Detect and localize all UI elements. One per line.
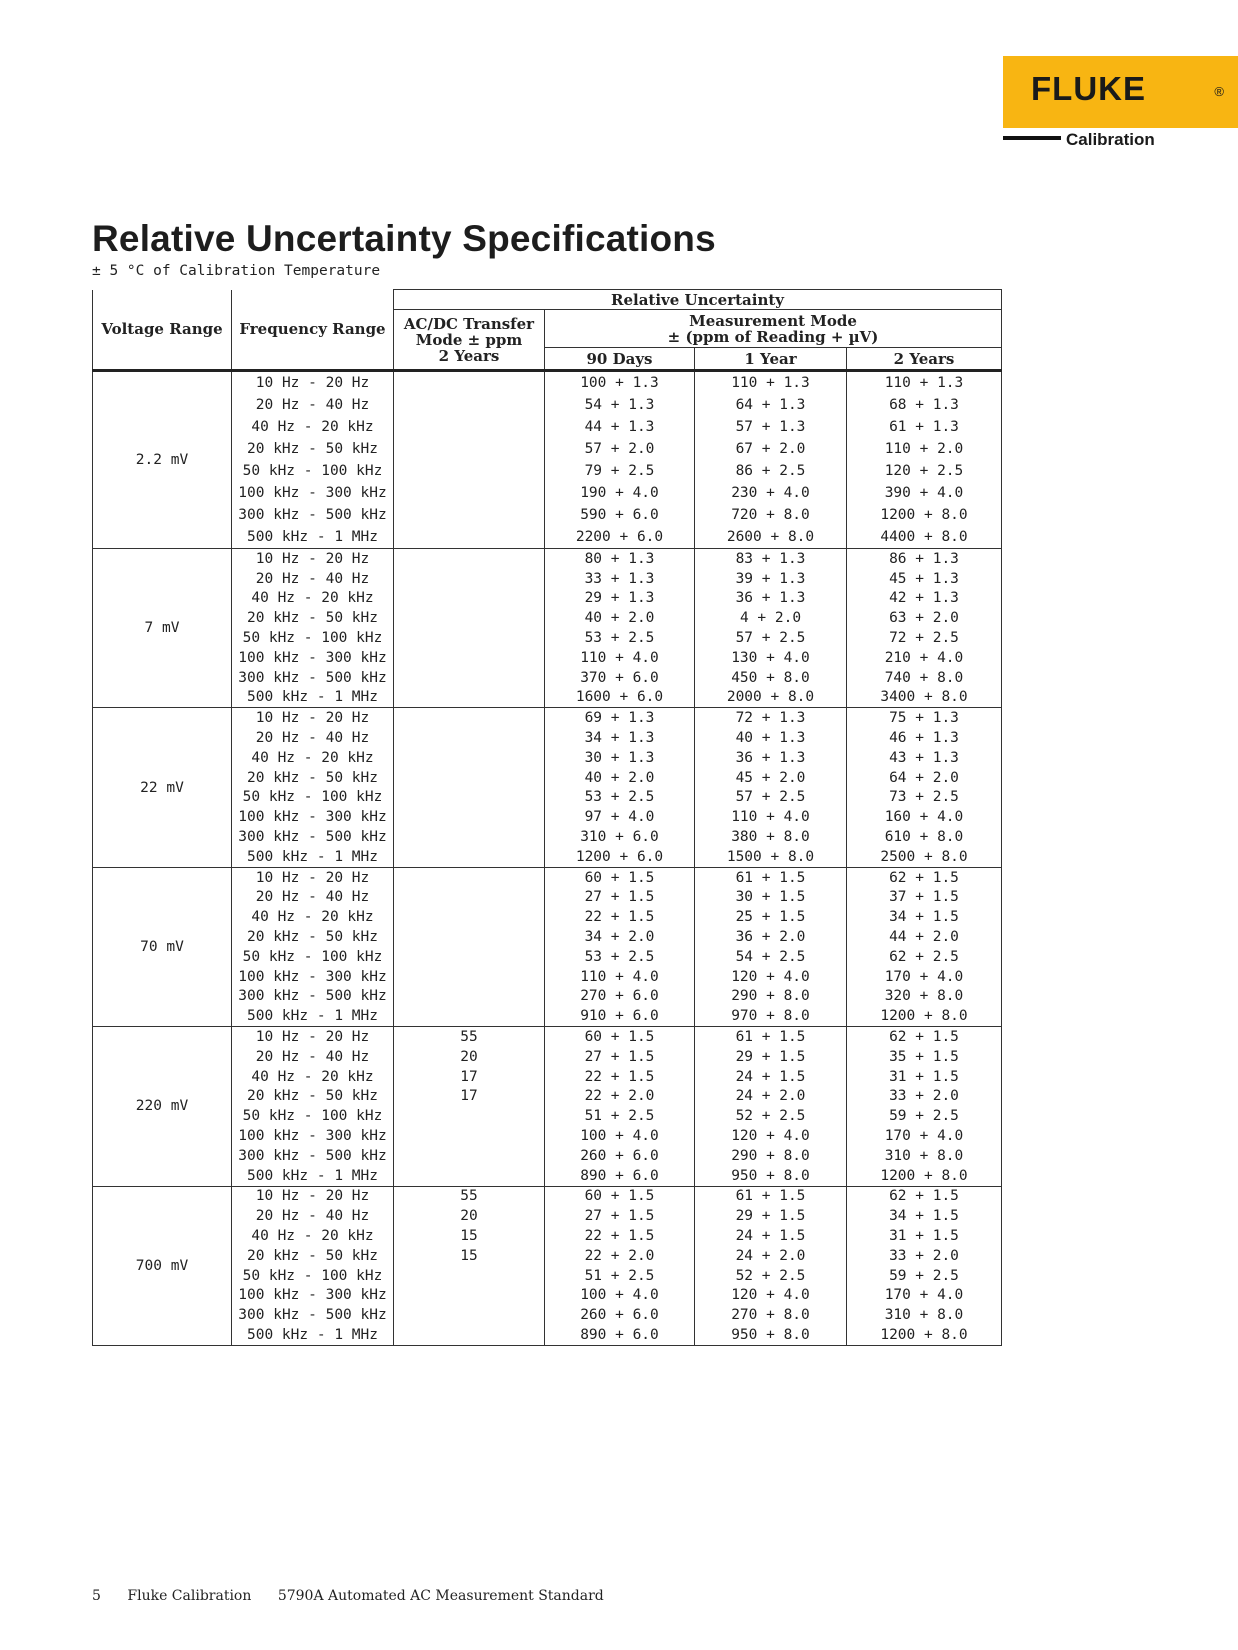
frequency-range-cell: 10 Hz - 20 Hz <box>232 1027 394 1047</box>
frequency-range-cell: 10 Hz - 20 Hz <box>232 708 394 728</box>
uncertainty-2-years-cell: 3400 + 8.0 <box>847 688 1002 708</box>
table-row <box>93 1186 1002 1206</box>
voltage-range-cell: 700 mV <box>93 1186 232 1345</box>
uncertainty-2-years-cell: 170 + 4.0 <box>847 967 1002 987</box>
uncertainty-90-days-cell: 29 + 1.3 <box>545 589 695 609</box>
uncertainty-2-years-cell: 31 + 1.5 <box>847 1226 1002 1246</box>
uncertainty-1-year-cell: 61 + 1.5 <box>695 1186 847 1206</box>
acdc-transfer-cell: 20 <box>394 1206 545 1226</box>
table-row <box>93 1027 1002 1047</box>
acdc-transfer-cell <box>394 728 545 748</box>
uncertainty-1-year-cell: 52 + 2.5 <box>695 1266 847 1286</box>
registered-mark: ® <box>1214 84 1224 99</box>
uncertainty-2-years-cell: 63 + 2.0 <box>847 608 1002 628</box>
footer-page-number: 5 <box>92 1588 101 1604</box>
header-90-days: 90 Days <box>545 348 695 371</box>
uncertainty-2-years-cell: 62 + 1.5 <box>847 867 1002 887</box>
acdc-transfer-cell: 15 <box>394 1246 545 1266</box>
uncertainty-1-year-cell: 4 + 2.0 <box>695 608 847 628</box>
acdc-transfer-cell <box>394 847 545 867</box>
frequency-range-cell: 50 kHz - 100 kHz <box>232 628 394 648</box>
uncertainty-1-year-cell: 24 + 2.0 <box>695 1246 847 1266</box>
acdc-transfer-cell <box>394 1266 545 1286</box>
frequency-range-cell: 300 kHz - 500 kHz <box>232 1146 394 1166</box>
uncertainty-90-days-cell: 22 + 1.5 <box>545 1067 695 1087</box>
frequency-range-cell: 40 Hz - 20 kHz <box>232 416 394 438</box>
voltage-range-cell: 70 mV <box>93 867 232 1026</box>
frequency-range-cell: 20 kHz - 50 kHz <box>232 1087 394 1107</box>
header-1-year: 1 Year <box>695 348 847 371</box>
frequency-range-cell: 40 Hz - 20 kHz <box>232 1067 394 1087</box>
header-relative-uncertainty: Relative Uncertainty <box>394 290 1002 310</box>
voltage-group <box>93 371 1002 549</box>
uncertainty-2-years-cell: 610 + 8.0 <box>847 827 1002 847</box>
frequency-range-cell: 10 Hz - 20 Hz <box>232 549 394 569</box>
frequency-range-cell: 300 kHz - 500 kHz <box>232 987 394 1007</box>
acdc-transfer-cell <box>394 1325 545 1345</box>
frequency-range-cell: 10 Hz - 20 Hz <box>232 1186 394 1206</box>
uncertainty-2-years-cell: 4400 + 8.0 <box>847 526 1002 549</box>
uncertainty-2-years-cell: 59 + 2.5 <box>847 1266 1002 1286</box>
frequency-range-cell: 500 kHz - 1 MHz <box>232 1166 394 1186</box>
uncertainty-1-year-cell: 110 + 1.3 <box>695 371 847 395</box>
uncertainty-1-year-cell: 57 + 1.3 <box>695 416 847 438</box>
header-2-years: 2 Years <box>847 348 1002 371</box>
uncertainty-2-years-cell: 62 + 1.5 <box>847 1027 1002 1047</box>
uncertainty-90-days-cell: 100 + 4.0 <box>545 1126 695 1146</box>
voltage-group <box>93 867 1002 1026</box>
uncertainty-90-days-cell: 22 + 2.0 <box>545 1246 695 1266</box>
uncertainty-2-years-cell: 34 + 1.5 <box>847 1206 1002 1226</box>
uncertainty-2-years-cell: 72 + 2.5 <box>847 628 1002 648</box>
frequency-range-cell: 20 Hz - 40 Hz <box>232 888 394 908</box>
uncertainty-1-year-cell: 30 + 1.5 <box>695 888 847 908</box>
uncertainty-2-years-cell: 73 + 2.5 <box>847 788 1002 808</box>
uncertainty-1-year-cell: 61 + 1.5 <box>695 867 847 887</box>
uncertainty-90-days-cell: 97 + 4.0 <box>545 807 695 827</box>
acdc-transfer-cell <box>394 549 545 569</box>
acdc-transfer-cell <box>394 648 545 668</box>
uncertainty-90-days-cell: 270 + 6.0 <box>545 987 695 1007</box>
page-subtitle: ± 5 °C of Calibration Temperature <box>92 263 381 279</box>
uncertainty-2-years-cell: 320 + 8.0 <box>847 987 1002 1007</box>
uncertainty-2-years-cell: 62 + 2.5 <box>847 947 1002 967</box>
uncertainty-2-years-cell: 43 + 1.3 <box>847 748 1002 768</box>
acdc-transfer-cell: 17 <box>394 1067 545 1087</box>
acdc-transfer-cell <box>394 526 545 549</box>
uncertainty-90-days-cell: 100 + 1.3 <box>545 371 695 395</box>
uncertainty-90-days-cell: 310 + 6.0 <box>545 827 695 847</box>
uncertainty-90-days-cell: 51 + 2.5 <box>545 1106 695 1126</box>
uncertainty-2-years-cell: 1200 + 8.0 <box>847 1006 1002 1026</box>
uncertainty-90-days-cell: 27 + 1.5 <box>545 888 695 908</box>
uncertainty-2-years-cell: 64 + 2.0 <box>847 768 1002 788</box>
uncertainty-90-days-cell: 53 + 2.5 <box>545 788 695 808</box>
uncertainty-90-days-cell: 53 + 2.5 <box>545 628 695 648</box>
uncertainty-1-year-cell: 120 + 4.0 <box>695 967 847 987</box>
acdc-transfer-cell <box>394 788 545 808</box>
acdc-transfer-cell: 17 <box>394 1087 545 1107</box>
uncertainty-2-years-cell: 61 + 1.3 <box>847 416 1002 438</box>
uncertainty-90-days-cell: 54 + 1.3 <box>545 394 695 416</box>
header-voltage-range: Voltage Range <box>93 290 232 371</box>
acdc-transfer-cell <box>394 1006 545 1026</box>
uncertainty-90-days-cell: 590 + 6.0 <box>545 504 695 526</box>
acdc-transfer-cell <box>394 748 545 768</box>
uncertainty-1-year-cell: 36 + 1.3 <box>695 748 847 768</box>
acdc-transfer-cell <box>394 1146 545 1166</box>
uncertainty-90-days-cell: 60 + 1.5 <box>545 1027 695 1047</box>
uncertainty-90-days-cell: 100 + 4.0 <box>545 1285 695 1305</box>
acdc-transfer-cell <box>394 708 545 728</box>
voltage-range-cell: 22 mV <box>93 708 232 867</box>
table-row <box>93 549 1002 569</box>
uncertainty-1-year-cell: 120 + 4.0 <box>695 1126 847 1146</box>
frequency-range-cell: 20 kHz - 50 kHz <box>232 1246 394 1266</box>
uncertainty-1-year-cell: 64 + 1.3 <box>695 394 847 416</box>
uncertainty-90-days-cell: 22 + 1.5 <box>545 1226 695 1246</box>
uncertainty-2-years-cell: 62 + 1.5 <box>847 1186 1002 1206</box>
uncertainty-2-years-cell: 210 + 4.0 <box>847 648 1002 668</box>
header-frequency-range: Frequency Range <box>232 290 394 371</box>
uncertainty-2-years-cell: 390 + 4.0 <box>847 482 1002 504</box>
uncertainty-2-years-cell: 86 + 1.3 <box>847 549 1002 569</box>
frequency-range-cell: 50 kHz - 100 kHz <box>232 947 394 967</box>
frequency-range-cell: 20 kHz - 50 kHz <box>232 927 394 947</box>
uncertainty-90-days-cell: 30 + 1.3 <box>545 748 695 768</box>
frequency-range-cell: 100 kHz - 300 kHz <box>232 482 394 504</box>
acdc-transfer-cell <box>394 967 545 987</box>
uncertainty-1-year-cell: 61 + 1.5 <box>695 1027 847 1047</box>
logo-wordmark: FLUKE <box>1031 70 1146 107</box>
frequency-range-cell: 20 Hz - 40 Hz <box>232 394 394 416</box>
uncertainty-2-years-cell: 110 + 2.0 <box>847 438 1002 460</box>
uncertainty-1-year-cell: 1500 + 8.0 <box>695 847 847 867</box>
table-row <box>93 371 1002 395</box>
uncertainty-90-days-cell: 260 + 6.0 <box>545 1146 695 1166</box>
acdc-transfer-cell <box>394 1285 545 1305</box>
frequency-range-cell: 20 Hz - 40 Hz <box>232 728 394 748</box>
frequency-range-cell: 300 kHz - 500 kHz <box>232 668 394 688</box>
acdc-transfer-cell <box>394 569 545 589</box>
header-measurement-mode-line2: ± (ppm of Reading + µV) <box>667 327 879 346</box>
acdc-transfer-cell: 55 <box>394 1186 545 1206</box>
fluke-logo <box>1003 56 1238 128</box>
frequency-range-cell: 20 Hz - 40 Hz <box>232 1047 394 1067</box>
uncertainty-1-year-cell: 380 + 8.0 <box>695 827 847 847</box>
frequency-range-cell: 300 kHz - 500 kHz <box>232 1305 394 1325</box>
uncertainty-90-days-cell: 57 + 2.0 <box>545 438 695 460</box>
uncertainty-2-years-cell: 31 + 1.5 <box>847 1067 1002 1087</box>
frequency-range-cell: 50 kHz - 100 kHz <box>232 1266 394 1286</box>
uncertainty-1-year-cell: 29 + 1.5 <box>695 1206 847 1226</box>
frequency-range-cell: 100 kHz - 300 kHz <box>232 807 394 827</box>
acdc-transfer-cell <box>394 371 545 395</box>
acdc-transfer-cell <box>394 987 545 1007</box>
frequency-range-cell: 20 Hz - 40 Hz <box>232 569 394 589</box>
uncertainty-1-year-cell: 950 + 8.0 <box>695 1325 847 1345</box>
uncertainty-1-year-cell: 290 + 8.0 <box>695 1146 847 1166</box>
uncertainty-90-days-cell: 33 + 1.3 <box>545 569 695 589</box>
uncertainty-90-days-cell: 1600 + 6.0 <box>545 688 695 708</box>
uncertainty-1-year-cell: 52 + 2.5 <box>695 1106 847 1126</box>
acdc-transfer-cell <box>394 608 545 628</box>
page-footer <box>92 1588 626 1604</box>
uncertainty-1-year-cell: 130 + 4.0 <box>695 648 847 668</box>
acdc-transfer-cell <box>394 438 545 460</box>
table-row <box>93 867 1002 887</box>
uncertainty-90-days-cell: 910 + 6.0 <box>545 1006 695 1026</box>
uncertainty-90-days-cell: 53 + 2.5 <box>545 947 695 967</box>
acdc-transfer-cell <box>394 688 545 708</box>
uncertainty-90-days-cell: 27 + 1.5 <box>545 1206 695 1226</box>
uncertainty-1-year-cell: 36 + 1.3 <box>695 589 847 609</box>
uncertainty-90-days-cell: 22 + 2.0 <box>545 1087 695 1107</box>
uncertainty-2-years-cell: 1200 + 8.0 <box>847 1325 1002 1345</box>
frequency-range-cell: 40 Hz - 20 kHz <box>232 748 394 768</box>
uncertainty-2-years-cell: 46 + 1.3 <box>847 728 1002 748</box>
uncertainty-2-years-cell: 310 + 8.0 <box>847 1305 1002 1325</box>
uncertainty-2-years-cell: 37 + 1.5 <box>847 888 1002 908</box>
uncertainty-90-days-cell: 44 + 1.3 <box>545 416 695 438</box>
uncertainty-1-year-cell: 25 + 1.5 <box>695 907 847 927</box>
uncertainty-90-days-cell: 890 + 6.0 <box>545 1325 695 1345</box>
frequency-range-cell: 10 Hz - 20 Hz <box>232 867 394 887</box>
uncertainty-1-year-cell: 720 + 8.0 <box>695 504 847 526</box>
frequency-range-cell: 20 kHz - 50 kHz <box>232 608 394 628</box>
frequency-range-cell: 10 Hz - 20 Hz <box>232 371 394 395</box>
header-acdc-line2: Mode ± ppm <box>415 330 523 349</box>
uncertainty-2-years-cell: 33 + 2.0 <box>847 1087 1002 1107</box>
acdc-transfer-cell: 20 <box>394 1047 545 1067</box>
acdc-transfer-cell <box>394 416 545 438</box>
uncertainty-90-days-cell: 80 + 1.3 <box>545 549 695 569</box>
uncertainty-2-years-cell: 160 + 4.0 <box>847 807 1002 827</box>
frequency-range-cell: 100 kHz - 300 kHz <box>232 1126 394 1146</box>
frequency-range-cell: 300 kHz - 500 kHz <box>232 504 394 526</box>
uncertainty-1-year-cell: 24 + 2.0 <box>695 1087 847 1107</box>
header-acdc-transfer <box>394 310 545 371</box>
uncertainty-2-years-cell: 2500 + 8.0 <box>847 847 1002 867</box>
uncertainty-90-days-cell: 34 + 2.0 <box>545 927 695 947</box>
uncertainty-2-years-cell: 740 + 8.0 <box>847 668 1002 688</box>
uncertainty-1-year-cell: 450 + 8.0 <box>695 668 847 688</box>
uncertainty-90-days-cell: 60 + 1.5 <box>545 1186 695 1206</box>
acdc-transfer-cell <box>394 482 545 504</box>
frequency-range-cell: 20 Hz - 40 Hz <box>232 1206 394 1226</box>
logo-rule <box>1003 136 1061 140</box>
frequency-range-cell: 40 Hz - 20 kHz <box>232 907 394 927</box>
uncertainty-90-days-cell: 51 + 2.5 <box>545 1266 695 1286</box>
acdc-transfer-cell: 55 <box>394 1027 545 1047</box>
frequency-range-cell: 500 kHz - 1 MHz <box>232 526 394 549</box>
frequency-range-cell: 500 kHz - 1 MHz <box>232 1325 394 1345</box>
acdc-transfer-cell <box>394 888 545 908</box>
frequency-range-cell: 40 Hz - 20 kHz <box>232 1226 394 1246</box>
uncertainty-1-year-cell: 67 + 2.0 <box>695 438 847 460</box>
uncertainty-90-days-cell: 1200 + 6.0 <box>545 847 695 867</box>
acdc-transfer-cell <box>394 1166 545 1186</box>
frequency-range-cell: 500 kHz - 1 MHz <box>232 1006 394 1026</box>
uncertainty-2-years-cell: 34 + 1.5 <box>847 907 1002 927</box>
acdc-transfer-cell <box>394 768 545 788</box>
uncertainty-1-year-cell: 2000 + 8.0 <box>695 688 847 708</box>
uncertainty-2-years-cell: 310 + 8.0 <box>847 1146 1002 1166</box>
voltage-group <box>93 708 1002 867</box>
uncertainty-2-years-cell: 59 + 2.5 <box>847 1106 1002 1126</box>
table-row <box>93 708 1002 728</box>
frequency-range-cell: 100 kHz - 300 kHz <box>232 967 394 987</box>
uncertainty-90-days-cell: 79 + 2.5 <box>545 460 695 482</box>
acdc-transfer-cell <box>394 1126 545 1146</box>
voltage-group <box>93 549 1002 708</box>
acdc-transfer-cell <box>394 867 545 887</box>
acdc-transfer-cell <box>394 394 545 416</box>
header-acdc-line1: AC/DC Transfer <box>403 314 535 333</box>
uncertainty-2-years-cell: 35 + 1.5 <box>847 1047 1002 1067</box>
frequency-range-cell: 20 kHz - 50 kHz <box>232 768 394 788</box>
header-measurement-mode <box>545 310 1002 348</box>
uncertainty-90-days-cell: 190 + 4.0 <box>545 482 695 504</box>
footer-product: 5790A Automated AC Measurement Standard <box>277 1588 604 1604</box>
header-measurement-mode-line1: Measurement Mode <box>689 311 857 330</box>
uncertainty-90-days-cell: 2200 + 6.0 <box>545 526 695 549</box>
uncertainty-2-years-cell: 45 + 1.3 <box>847 569 1002 589</box>
frequency-range-cell: 100 kHz - 300 kHz <box>232 1285 394 1305</box>
uncertainty-2-years-cell: 75 + 1.3 <box>847 708 1002 728</box>
uncertainty-1-year-cell: 970 + 8.0 <box>695 1006 847 1026</box>
uncertainty-2-years-cell: 1200 + 8.0 <box>847 1166 1002 1186</box>
voltage-range-cell: 2.2 mV <box>93 371 232 549</box>
acdc-transfer-cell <box>394 927 545 947</box>
voltage-range-cell: 7 mV <box>93 549 232 708</box>
acdc-transfer-cell <box>394 1106 545 1126</box>
uncertainty-1-year-cell: 290 + 8.0 <box>695 987 847 1007</box>
uncertainty-2-years-cell: 68 + 1.3 <box>847 394 1002 416</box>
frequency-range-cell: 300 kHz - 500 kHz <box>232 827 394 847</box>
voltage-group <box>93 1027 1002 1186</box>
uncertainty-90-days-cell: 34 + 1.3 <box>545 728 695 748</box>
header-acdc-line3: 2 Years <box>438 346 500 365</box>
acdc-transfer-cell <box>394 460 545 482</box>
uncertainty-2-years-cell: 33 + 2.0 <box>847 1246 1002 1266</box>
acdc-transfer-cell <box>394 1305 545 1325</box>
uncertainty-1-year-cell: 24 + 1.5 <box>695 1067 847 1087</box>
uncertainty-2-years-cell: 170 + 4.0 <box>847 1285 1002 1305</box>
uncertainty-90-days-cell: 22 + 1.5 <box>545 907 695 927</box>
frequency-range-cell: 50 kHz - 100 kHz <box>232 460 394 482</box>
uncertainty-90-days-cell: 110 + 4.0 <box>545 648 695 668</box>
acdc-transfer-cell <box>394 668 545 688</box>
uncertainty-1-year-cell: 40 + 1.3 <box>695 728 847 748</box>
acdc-transfer-cell <box>394 628 545 648</box>
uncertainty-2-years-cell: 42 + 1.3 <box>847 589 1002 609</box>
uncertainty-1-year-cell: 39 + 1.3 <box>695 569 847 589</box>
uncertainty-table <box>92 289 1002 1346</box>
frequency-range-cell: 100 kHz - 300 kHz <box>232 648 394 668</box>
uncertainty-1-year-cell: 83 + 1.3 <box>695 549 847 569</box>
frequency-range-cell: 500 kHz - 1 MHz <box>232 847 394 867</box>
uncertainty-1-year-cell: 36 + 2.0 <box>695 927 847 947</box>
uncertainty-90-days-cell: 890 + 6.0 <box>545 1166 695 1186</box>
uncertainty-1-year-cell: 54 + 2.5 <box>695 947 847 967</box>
uncertainty-1-year-cell: 57 + 2.5 <box>695 628 847 648</box>
acdc-transfer-cell <box>394 589 545 609</box>
uncertainty-90-days-cell: 60 + 1.5 <box>545 867 695 887</box>
logo-sub-brand: Calibration <box>1066 130 1155 149</box>
uncertainty-2-years-cell: 1200 + 8.0 <box>847 504 1002 526</box>
uncertainty-1-year-cell: 72 + 1.3 <box>695 708 847 728</box>
uncertainty-90-days-cell: 40 + 2.0 <box>545 608 695 628</box>
uncertainty-90-days-cell: 260 + 6.0 <box>545 1305 695 1325</box>
uncertainty-2-years-cell: 170 + 4.0 <box>847 1126 1002 1146</box>
uncertainty-1-year-cell: 24 + 1.5 <box>695 1226 847 1246</box>
voltage-group <box>93 1186 1002 1345</box>
page-title: Relative Uncertainty Specifications <box>92 218 716 259</box>
uncertainty-2-years-cell: 44 + 2.0 <box>847 927 1002 947</box>
uncertainty-1-year-cell: 45 + 2.0 <box>695 768 847 788</box>
frequency-range-cell: 40 Hz - 20 kHz <box>232 589 394 609</box>
uncertainty-90-days-cell: 27 + 1.5 <box>545 1047 695 1067</box>
uncertainty-1-year-cell: 950 + 8.0 <box>695 1166 847 1186</box>
acdc-transfer-cell <box>394 827 545 847</box>
uncertainty-1-year-cell: 57 + 2.5 <box>695 788 847 808</box>
acdc-transfer-cell <box>394 504 545 526</box>
uncertainty-90-days-cell: 69 + 1.3 <box>545 708 695 728</box>
frequency-range-cell: 50 kHz - 100 kHz <box>232 788 394 808</box>
uncertainty-1-year-cell: 270 + 8.0 <box>695 1305 847 1325</box>
uncertainty-1-year-cell: 230 + 4.0 <box>695 482 847 504</box>
acdc-transfer-cell <box>394 807 545 827</box>
uncertainty-90-days-cell: 370 + 6.0 <box>545 668 695 688</box>
uncertainty-90-days-cell: 110 + 4.0 <box>545 967 695 987</box>
frequency-range-cell: 50 kHz - 100 kHz <box>232 1106 394 1126</box>
uncertainty-1-year-cell: 2600 + 8.0 <box>695 526 847 549</box>
uncertainty-2-years-cell: 110 + 1.3 <box>847 371 1002 395</box>
voltage-range-cell: 220 mV <box>93 1027 232 1186</box>
frequency-range-cell: 500 kHz - 1 MHz <box>232 688 394 708</box>
frequency-range-cell: 20 kHz - 50 kHz <box>232 438 394 460</box>
uncertainty-1-year-cell: 29 + 1.5 <box>695 1047 847 1067</box>
uncertainty-2-years-cell: 120 + 2.5 <box>847 460 1002 482</box>
footer-company: Fluke Calibration <box>127 1588 252 1604</box>
uncertainty-90-days-cell: 40 + 2.0 <box>545 768 695 788</box>
acdc-transfer-cell <box>394 907 545 927</box>
uncertainty-1-year-cell: 86 + 2.5 <box>695 460 847 482</box>
uncertainty-1-year-cell: 120 + 4.0 <box>695 1285 847 1305</box>
uncertainty-1-year-cell: 110 + 4.0 <box>695 807 847 827</box>
acdc-transfer-cell: 15 <box>394 1226 545 1246</box>
acdc-transfer-cell <box>394 947 545 967</box>
